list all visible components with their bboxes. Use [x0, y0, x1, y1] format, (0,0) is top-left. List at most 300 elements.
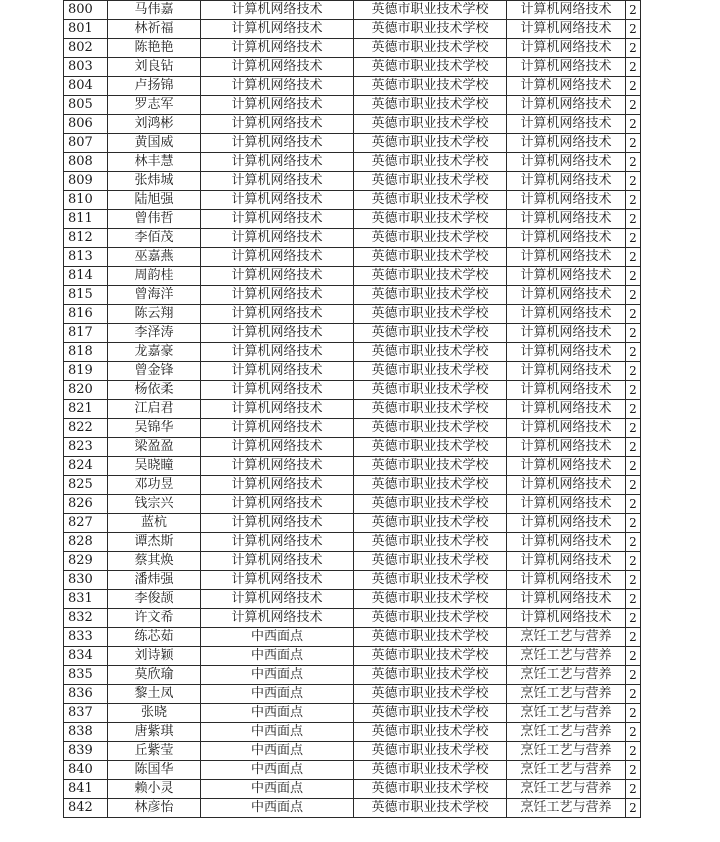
school-cell: 英德市职业技术学校 — [354, 286, 507, 305]
major-cell: 计算机网络技术 — [201, 191, 354, 210]
major-category-cell: 计算机网络技术 — [507, 305, 626, 324]
row-number-cell: 823 — [64, 438, 108, 457]
table-row — [64, 533, 641, 552]
school-cell: 英德市职业技术学校 — [354, 723, 507, 742]
count-cell: 2 — [626, 191, 641, 210]
row-number-cell: 819 — [64, 362, 108, 381]
table-row — [64, 647, 641, 666]
count-cell: 2 — [626, 590, 641, 609]
table-row — [64, 571, 641, 590]
table-row — [64, 514, 641, 533]
student-name-cell: 蓝杭 — [108, 514, 201, 533]
major-category-cell: 计算机网络技术 — [507, 191, 626, 210]
count-cell: 2 — [626, 229, 641, 248]
major-category-cell: 计算机网络技术 — [507, 39, 626, 58]
student-name-cell: 潘炜强 — [108, 571, 201, 590]
row-number-cell: 822 — [64, 419, 108, 438]
count-cell: 2 — [626, 248, 641, 267]
major-category-cell: 计算机网络技术 — [507, 115, 626, 134]
major-category-cell: 计算机网络技术 — [507, 134, 626, 153]
school-cell: 英德市职业技术学校 — [354, 476, 507, 495]
count-cell: 2 — [626, 134, 641, 153]
major-category-cell: 计算机网络技术 — [507, 362, 626, 381]
count-cell: 2 — [626, 362, 641, 381]
major-cell: 计算机网络技术 — [201, 229, 354, 248]
table-row — [64, 324, 641, 343]
school-cell: 英德市职业技术学校 — [354, 742, 507, 761]
student-name-cell: 林祈福 — [108, 20, 201, 39]
school-cell: 英德市职业技术学校 — [354, 58, 507, 77]
school-cell: 英德市职业技术学校 — [354, 514, 507, 533]
major-category-cell: 计算机网络技术 — [507, 495, 626, 514]
count-cell: 2 — [626, 305, 641, 324]
student-name-cell: 李泽涛 — [108, 324, 201, 343]
table-row — [64, 39, 641, 58]
count-cell: 2 — [626, 514, 641, 533]
table-row — [64, 343, 641, 362]
school-cell: 英德市职业技术学校 — [354, 267, 507, 286]
row-number-cell: 813 — [64, 248, 108, 267]
row-number-cell: 808 — [64, 153, 108, 172]
school-cell: 英德市职业技术学校 — [354, 799, 507, 818]
school-cell: 英德市职业技术学校 — [354, 761, 507, 780]
major-category-cell: 计算机网络技术 — [507, 20, 626, 39]
row-number-cell: 802 — [64, 39, 108, 58]
count-cell: 2 — [626, 628, 641, 647]
count-cell: 2 — [626, 115, 641, 134]
row-number-cell: 816 — [64, 305, 108, 324]
major-cell: 计算机网络技术 — [201, 495, 354, 514]
major-category-cell: 计算机网络技术 — [507, 153, 626, 172]
student-name-cell: 许文希 — [108, 609, 201, 628]
row-number-cell: 829 — [64, 552, 108, 571]
student-name-cell: 练芯茹 — [108, 628, 201, 647]
major-category-cell: 计算机网络技术 — [507, 419, 626, 438]
major-category-cell: 计算机网络技术 — [507, 533, 626, 552]
major-category-cell: 计算机网络技术 — [507, 324, 626, 343]
major-cell: 计算机网络技术 — [201, 172, 354, 191]
school-cell: 英德市职业技术学校 — [354, 381, 507, 400]
student-name-cell: 刘鸿彬 — [108, 115, 201, 134]
student-name-cell: 吴锦华 — [108, 419, 201, 438]
table-row — [64, 780, 641, 799]
row-number-cell: 828 — [64, 533, 108, 552]
student-name-cell: 卢扬锦 — [108, 77, 201, 96]
school-cell: 英德市职业技术学校 — [354, 96, 507, 115]
student-name-cell: 杨依柔 — [108, 381, 201, 400]
row-number-cell: 824 — [64, 457, 108, 476]
school-cell: 英德市职业技术学校 — [354, 666, 507, 685]
count-cell: 2 — [626, 533, 641, 552]
student-name-cell: 刘良钻 — [108, 58, 201, 77]
major-cell: 计算机网络技术 — [201, 210, 354, 229]
row-number-cell: 836 — [64, 685, 108, 704]
table-row — [64, 419, 641, 438]
count-cell: 2 — [626, 286, 641, 305]
table-row — [64, 476, 641, 495]
count-cell: 2 — [626, 267, 641, 286]
major-cell: 计算机网络技术 — [201, 324, 354, 343]
school-cell: 英德市职业技术学校 — [354, 419, 507, 438]
table-row — [64, 495, 641, 514]
student-name-cell: 莫欣瑜 — [108, 666, 201, 685]
row-number-cell: 838 — [64, 723, 108, 742]
major-cell: 中西面点 — [201, 780, 354, 799]
student-name-cell: 唐紫琪 — [108, 723, 201, 742]
row-number-cell: 809 — [64, 172, 108, 191]
major-cell: 计算机网络技术 — [201, 39, 354, 58]
student-name-cell: 陈国华 — [108, 761, 201, 780]
count-cell: 2 — [626, 723, 641, 742]
major-cell: 计算机网络技术 — [201, 381, 354, 400]
student-name-cell: 江启君 — [108, 400, 201, 419]
school-cell: 英德市职业技术学校 — [354, 552, 507, 571]
major-category-cell: 计算机网络技术 — [507, 571, 626, 590]
school-cell: 英德市职业技术学校 — [354, 229, 507, 248]
count-cell: 2 — [626, 495, 641, 514]
major-category-cell: 烹饪工艺与营养 — [507, 647, 626, 666]
count-cell: 2 — [626, 799, 641, 818]
school-cell: 英德市职业技术学校 — [354, 1, 507, 20]
school-cell: 英德市职业技术学校 — [354, 628, 507, 647]
major-category-cell: 烹饪工艺与营养 — [507, 666, 626, 685]
school-cell: 英德市职业技术学校 — [354, 153, 507, 172]
major-category-cell: 计算机网络技术 — [507, 590, 626, 609]
major-cell: 计算机网络技术 — [201, 476, 354, 495]
school-cell: 英德市职业技术学校 — [354, 647, 507, 666]
student-name-cell: 周韵桂 — [108, 267, 201, 286]
student-name-cell: 曾金锋 — [108, 362, 201, 381]
major-cell: 计算机网络技术 — [201, 248, 354, 267]
table-row — [64, 742, 641, 761]
row-number-cell: 830 — [64, 571, 108, 590]
row-number-cell: 811 — [64, 210, 108, 229]
student-name-cell: 黄国威 — [108, 134, 201, 153]
table-row — [64, 267, 641, 286]
row-number-cell: 826 — [64, 495, 108, 514]
row-number-cell: 832 — [64, 609, 108, 628]
table-row — [64, 799, 641, 818]
major-category-cell: 计算机网络技术 — [507, 609, 626, 628]
major-cell: 计算机网络技术 — [201, 571, 354, 590]
count-cell: 2 — [626, 685, 641, 704]
major-category-cell: 计算机网络技术 — [507, 77, 626, 96]
table-row — [64, 666, 641, 685]
major-category-cell: 计算机网络技术 — [507, 476, 626, 495]
student-name-cell: 李俊颉 — [108, 590, 201, 609]
major-cell: 计算机网络技术 — [201, 267, 354, 286]
major-category-cell: 计算机网络技术 — [507, 343, 626, 362]
major-category-cell: 计算机网络技术 — [507, 457, 626, 476]
table-row — [64, 400, 641, 419]
major-cell: 计算机网络技术 — [201, 134, 354, 153]
count-cell: 2 — [626, 58, 641, 77]
count-cell: 2 — [626, 400, 641, 419]
school-cell: 英德市职业技术学校 — [354, 134, 507, 153]
major-category-cell: 烹饪工艺与营养 — [507, 704, 626, 723]
count-cell: 2 — [626, 381, 641, 400]
major-cell: 计算机网络技术 — [201, 362, 354, 381]
row-number-cell: 827 — [64, 514, 108, 533]
student-name-cell: 谭杰斯 — [108, 533, 201, 552]
major-cell: 计算机网络技术 — [201, 590, 354, 609]
table-row — [64, 210, 641, 229]
major-cell: 计算机网络技术 — [201, 58, 354, 77]
major-cell: 中西面点 — [201, 685, 354, 704]
major-category-cell: 烹饪工艺与营养 — [507, 685, 626, 704]
student-name-cell: 陆旭强 — [108, 191, 201, 210]
major-cell: 计算机网络技术 — [201, 419, 354, 438]
major-cell: 中西面点 — [201, 723, 354, 742]
table-row — [64, 609, 641, 628]
table-row — [64, 1, 641, 20]
row-number-cell: 815 — [64, 286, 108, 305]
student-name-cell: 陈云翔 — [108, 305, 201, 324]
table-row — [64, 761, 641, 780]
row-number-cell: 825 — [64, 476, 108, 495]
count-cell: 2 — [626, 742, 641, 761]
major-cell: 计算机网络技术 — [201, 400, 354, 419]
school-cell: 英德市职业技术学校 — [354, 77, 507, 96]
row-number-cell: 806 — [64, 115, 108, 134]
student-name-cell: 黎土凤 — [108, 685, 201, 704]
major-cell: 计算机网络技术 — [201, 438, 354, 457]
row-number-cell: 821 — [64, 400, 108, 419]
row-number-cell: 804 — [64, 77, 108, 96]
table-row — [64, 153, 641, 172]
major-category-cell: 计算机网络技术 — [507, 1, 626, 20]
student-name-cell: 罗志军 — [108, 96, 201, 115]
row-number-cell: 803 — [64, 58, 108, 77]
table-row — [64, 305, 641, 324]
major-cell: 计算机网络技术 — [201, 305, 354, 324]
student-name-cell: 林彦怡 — [108, 799, 201, 818]
count-cell: 2 — [626, 780, 641, 799]
table-row — [64, 381, 641, 400]
table-row — [64, 20, 641, 39]
major-category-cell: 计算机网络技术 — [507, 438, 626, 457]
major-cell: 计算机网络技术 — [201, 96, 354, 115]
student-name-cell: 丘紫莹 — [108, 742, 201, 761]
count-cell: 2 — [626, 96, 641, 115]
major-category-cell: 烹饪工艺与营养 — [507, 723, 626, 742]
major-cell: 计算机网络技术 — [201, 514, 354, 533]
count-cell: 2 — [626, 324, 641, 343]
school-cell: 英德市职业技术学校 — [354, 704, 507, 723]
major-cell: 计算机网络技术 — [201, 286, 354, 305]
major-cell: 计算机网络技术 — [201, 533, 354, 552]
school-cell: 英德市职业技术学校 — [354, 438, 507, 457]
major-cell: 计算机网络技术 — [201, 457, 354, 476]
count-cell: 2 — [626, 704, 641, 723]
table-row — [64, 96, 641, 115]
major-category-cell: 计算机网络技术 — [507, 514, 626, 533]
major-category-cell: 计算机网络技术 — [507, 248, 626, 267]
row-number-cell: 800 — [64, 1, 108, 20]
student-name-cell: 曾伟哲 — [108, 210, 201, 229]
row-number-cell: 805 — [64, 96, 108, 115]
row-number-cell: 807 — [64, 134, 108, 153]
school-cell: 英德市职业技术学校 — [354, 39, 507, 58]
table-row — [64, 172, 641, 191]
row-number-cell: 801 — [64, 20, 108, 39]
student-name-cell: 张炜城 — [108, 172, 201, 191]
major-category-cell: 计算机网络技术 — [507, 267, 626, 286]
count-cell: 2 — [626, 476, 641, 495]
school-cell: 英德市职业技术学校 — [354, 571, 507, 590]
major-cell: 计算机网络技术 — [201, 20, 354, 39]
student-name-cell: 张晓 — [108, 704, 201, 723]
major-cell: 中西面点 — [201, 647, 354, 666]
major-cell: 计算机网络技术 — [201, 552, 354, 571]
school-cell: 英德市职业技术学校 — [354, 248, 507, 267]
row-number-cell: 818 — [64, 343, 108, 362]
row-number-cell: 840 — [64, 761, 108, 780]
row-number-cell: 835 — [64, 666, 108, 685]
count-cell: 2 — [626, 438, 641, 457]
row-number-cell: 831 — [64, 590, 108, 609]
table-row — [64, 457, 641, 476]
count-cell: 2 — [626, 1, 641, 20]
major-cell: 计算机网络技术 — [201, 77, 354, 96]
table-row — [64, 628, 641, 647]
count-cell: 2 — [626, 552, 641, 571]
major-category-cell: 计算机网络技术 — [507, 96, 626, 115]
major-category-cell: 计算机网络技术 — [507, 172, 626, 191]
major-category-cell: 计算机网络技术 — [507, 400, 626, 419]
row-number-cell: 820 — [64, 381, 108, 400]
table-row — [64, 438, 641, 457]
student-name-cell: 林丰慧 — [108, 153, 201, 172]
school-cell: 英德市职业技术学校 — [354, 362, 507, 381]
table-row — [64, 115, 641, 134]
major-cell: 计算机网络技术 — [201, 153, 354, 172]
student-name-cell: 龙嘉豪 — [108, 343, 201, 362]
count-cell: 2 — [626, 647, 641, 666]
school-cell: 英德市职业技术学校 — [354, 115, 507, 134]
row-number-cell: 810 — [64, 191, 108, 210]
count-cell: 2 — [626, 77, 641, 96]
school-cell: 英德市职业技术学校 — [354, 305, 507, 324]
row-number-cell: 841 — [64, 780, 108, 799]
major-category-cell: 计算机网络技术 — [507, 381, 626, 400]
student-roster-table — [63, 0, 641, 818]
table-row — [64, 286, 641, 305]
major-cell: 中西面点 — [201, 761, 354, 780]
school-cell: 英德市职业技术学校 — [354, 172, 507, 191]
row-number-cell: 839 — [64, 742, 108, 761]
row-number-cell: 834 — [64, 647, 108, 666]
student-name-cell: 李佰茂 — [108, 229, 201, 248]
major-category-cell: 烹饪工艺与营养 — [507, 799, 626, 818]
major-category-cell: 烹饪工艺与营养 — [507, 761, 626, 780]
student-name-cell: 陈艳艳 — [108, 39, 201, 58]
student-name-cell: 曾海洋 — [108, 286, 201, 305]
major-category-cell: 计算机网络技术 — [507, 286, 626, 305]
student-name-cell: 马伟嘉 — [108, 1, 201, 20]
count-cell: 2 — [626, 39, 641, 58]
major-category-cell: 计算机网络技术 — [507, 229, 626, 248]
table-row — [64, 77, 641, 96]
school-cell: 英德市职业技术学校 — [354, 590, 507, 609]
row-number-cell: 817 — [64, 324, 108, 343]
count-cell: 2 — [626, 457, 641, 476]
count-cell: 2 — [626, 761, 641, 780]
student-name-cell: 邓功昱 — [108, 476, 201, 495]
student-name-cell: 钱宗兴 — [108, 495, 201, 514]
major-cell: 中西面点 — [201, 704, 354, 723]
count-cell: 2 — [626, 343, 641, 362]
row-number-cell: 837 — [64, 704, 108, 723]
school-cell: 英德市职业技术学校 — [354, 191, 507, 210]
major-category-cell: 烹饪工艺与营养 — [507, 628, 626, 647]
table-row — [64, 704, 641, 723]
school-cell: 英德市职业技术学校 — [354, 533, 507, 552]
school-cell: 英德市职业技术学校 — [354, 609, 507, 628]
table-row — [64, 590, 641, 609]
school-cell: 英德市职业技术学校 — [354, 400, 507, 419]
school-cell: 英德市职业技术学校 — [354, 495, 507, 514]
table-row — [64, 229, 641, 248]
table-row — [64, 362, 641, 381]
count-cell: 2 — [626, 571, 641, 590]
row-number-cell: 814 — [64, 267, 108, 286]
student-name-cell: 吴晓瞳 — [108, 457, 201, 476]
table-row — [64, 552, 641, 571]
major-cell: 中西面点 — [201, 628, 354, 647]
table-row — [64, 248, 641, 267]
count-cell: 2 — [626, 153, 641, 172]
major-cell: 计算机网络技术 — [201, 343, 354, 362]
school-cell: 英德市职业技术学校 — [354, 20, 507, 39]
major-cell: 计算机网络技术 — [201, 1, 354, 20]
student-name-cell: 赖小灵 — [108, 780, 201, 799]
count-cell: 2 — [626, 20, 641, 39]
table-row — [64, 685, 641, 704]
row-number-cell: 842 — [64, 799, 108, 818]
table-row — [64, 134, 641, 153]
major-cell: 计算机网络技术 — [201, 609, 354, 628]
major-category-cell: 计算机网络技术 — [507, 58, 626, 77]
student-name-cell: 蔡其焕 — [108, 552, 201, 571]
count-cell: 2 — [626, 419, 641, 438]
roster-body — [64, 1, 641, 818]
major-category-cell: 计算机网络技术 — [507, 210, 626, 229]
major-category-cell: 烹饪工艺与营养 — [507, 742, 626, 761]
major-cell: 中西面点 — [201, 799, 354, 818]
school-cell: 英德市职业技术学校 — [354, 210, 507, 229]
count-cell: 2 — [626, 210, 641, 229]
student-name-cell: 刘诗颖 — [108, 647, 201, 666]
major-cell: 中西面点 — [201, 742, 354, 761]
major-category-cell: 计算机网络技术 — [507, 552, 626, 571]
major-cell: 中西面点 — [201, 666, 354, 685]
school-cell: 英德市职业技术学校 — [354, 685, 507, 704]
school-cell: 英德市职业技术学校 — [354, 780, 507, 799]
count-cell: 2 — [626, 666, 641, 685]
student-name-cell: 梁盈盈 — [108, 438, 201, 457]
row-number-cell: 812 — [64, 229, 108, 248]
table-row — [64, 58, 641, 77]
count-cell: 2 — [626, 172, 641, 191]
row-number-cell: 833 — [64, 628, 108, 647]
student-name-cell: 巫嘉燕 — [108, 248, 201, 267]
school-cell: 英德市职业技术学校 — [354, 343, 507, 362]
table-row — [64, 191, 641, 210]
school-cell: 英德市职业技术学校 — [354, 324, 507, 343]
count-cell: 2 — [626, 609, 641, 628]
major-cell: 计算机网络技术 — [201, 115, 354, 134]
